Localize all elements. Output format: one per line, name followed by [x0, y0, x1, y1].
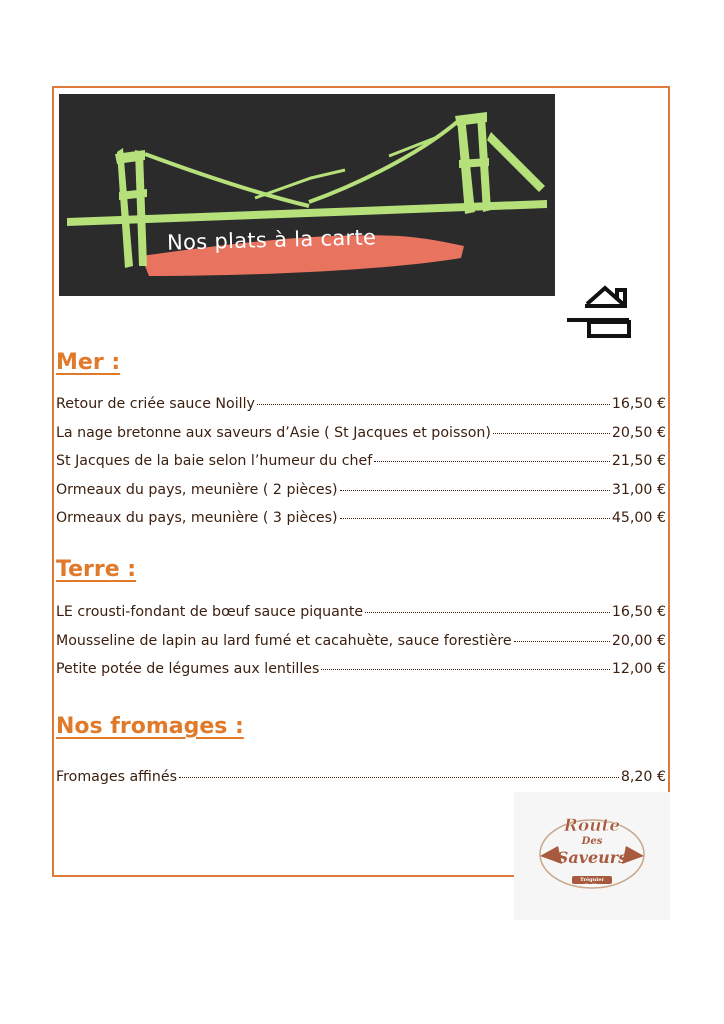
menu-item-price: 45,00 € — [611, 510, 666, 526]
menu-item-price: 20,50 € — [611, 425, 666, 441]
menu-item-price: 20,00 € — [611, 633, 666, 649]
dot-leader — [340, 490, 610, 491]
logo-line1: Route — [563, 816, 621, 836]
menu-item — [56, 604, 666, 626]
section-title-fromages: Nos fromages : — [56, 714, 244, 739]
menu-item-price: 8,20 € — [620, 769, 666, 785]
logo-tagline: Tréguier Goëlo — [579, 877, 605, 889]
header-banner — [59, 94, 555, 296]
menu-item — [56, 453, 666, 475]
section-title-mer: Mer : — [56, 350, 121, 375]
banner-title: Nos plats à la carte — [166, 225, 377, 255]
menu-item — [56, 769, 666, 791]
bridge-illustration — [59, 94, 555, 296]
section-title-terre: Terre : — [56, 557, 137, 582]
menu-item — [56, 661, 666, 683]
route-des-saveurs-logo — [514, 792, 670, 920]
menu-item-name: Petite potée de légumes aux lentilles — [56, 661, 320, 677]
menu-item — [56, 482, 666, 504]
dot-leader — [179, 777, 619, 778]
menu-item-name: Ormeaux du pays, meunière ( 2 pièces) — [56, 482, 338, 498]
menu-item — [56, 633, 666, 655]
menu-item-name: LE crousti-fondant de bœuf sauce piquante — [56, 604, 364, 620]
dot-leader — [514, 641, 610, 642]
dot-leader — [321, 669, 609, 670]
dot-leader — [340, 518, 610, 519]
menu-item-price: 12,00 € — [611, 661, 666, 677]
menu-item-price: 21,50 € — [611, 453, 666, 469]
menu-item-price: 31,00 € — [611, 482, 666, 498]
dot-leader — [365, 612, 610, 613]
menu-item-price: 16,50 € — [611, 396, 666, 412]
menu-item-name: Ormeaux du pays, meunière ( 3 pièces) — [56, 510, 338, 526]
menu-item-name: Retour de criée sauce Noilly — [56, 396, 255, 412]
menu-item — [56, 425, 666, 447]
logo-line2: Des — [581, 836, 603, 847]
menu-item — [56, 510, 666, 532]
dot-leader — [493, 433, 610, 434]
fait-maison-house-icon — [565, 282, 640, 342]
menu-item-name: St Jacques de la baie selon l’humeur du chef — [56, 453, 373, 469]
dot-leader — [374, 461, 610, 462]
logo-line3: Saveurs — [556, 848, 628, 867]
menu-item-name: La nage bretonne aux saveurs d’Asie ( St Jacques et poisson) — [56, 425, 491, 441]
menu-item — [56, 396, 666, 418]
menu-item-name: Mousseline de lapin au lard fumé et cacahuète, sauce forestière — [56, 633, 512, 649]
menu-item-price: 16,50 € — [611, 604, 666, 620]
dot-leader — [257, 404, 610, 405]
menu-item-name: Fromages affinés — [56, 769, 178, 785]
